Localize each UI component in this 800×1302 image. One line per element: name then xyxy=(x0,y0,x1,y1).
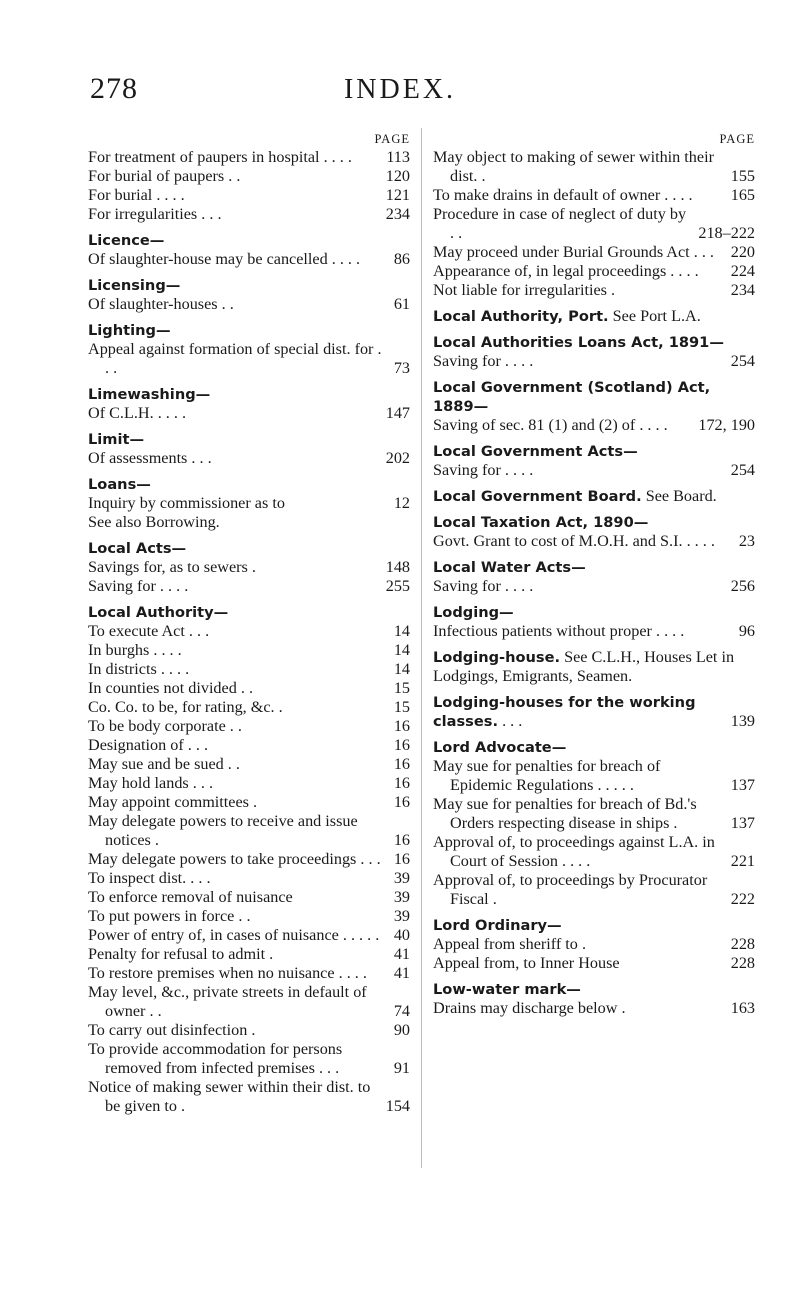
entry-text: In districts . . . . xyxy=(88,660,190,678)
see-reference: See C.L.H., Houses Let in Lodgings, Emigrants, Seamen. xyxy=(433,648,735,685)
entry-text: Infectious patients without proper . . . . xyxy=(433,622,685,640)
index-heading-line xyxy=(433,307,755,326)
page-ref: 61 xyxy=(393,295,410,313)
index-heading: Local Acts— xyxy=(88,540,187,557)
entry-text: To restore premises when no nuisance . . . . xyxy=(88,964,367,982)
entry-text: Inquiry by commissioner as to xyxy=(88,494,285,512)
entry-text: For burial of paupers . . xyxy=(88,167,241,185)
index-heading: Lodging— xyxy=(433,604,514,621)
index-heading: Local Government (Scotland) Act, 1889— xyxy=(433,379,711,415)
page-ref: 40 xyxy=(393,926,410,944)
index-entry xyxy=(88,660,410,679)
page-ref: 14 xyxy=(393,622,410,640)
index-entry xyxy=(88,1078,410,1116)
index-entry xyxy=(88,964,410,983)
index-heading: Lighting— xyxy=(88,322,171,339)
entry-text: Appeal from, to Inner House xyxy=(433,954,620,972)
entry-text: Designation of . . . xyxy=(88,736,209,754)
index-entry xyxy=(433,935,755,954)
index-heading-line xyxy=(433,648,755,686)
entry-text: May sue for penalties for breach of Bd.'s Orders respecting disease in ships . xyxy=(433,795,697,832)
page-ref: 39 xyxy=(393,869,410,887)
index-entry xyxy=(88,641,410,660)
entry-text: Of assessments . . . xyxy=(88,449,212,467)
page-ref: 139 xyxy=(730,712,755,730)
index-entry xyxy=(88,167,410,186)
page-ref: 16 xyxy=(393,736,410,754)
page-ref: 15 xyxy=(393,679,410,697)
right-column xyxy=(433,130,755,1018)
page-ref: 163 xyxy=(730,999,755,1017)
index-entry xyxy=(88,755,410,774)
page-ref: 222 xyxy=(730,890,755,908)
index-heading: Low-water mark— xyxy=(433,981,581,998)
page-ref: 172, 190 xyxy=(698,416,755,434)
index-entry xyxy=(433,262,755,281)
entry-text: To provide accommodation for persons removed from infected premises . . . xyxy=(88,1040,343,1077)
entry-text: May level, &c., private streets in default of owner . . xyxy=(88,983,367,1020)
page-ref: 234 xyxy=(385,205,410,223)
page-ref: 74 xyxy=(393,1002,410,1020)
page-ref: 15 xyxy=(393,698,410,716)
entry-text: To be body corporate . . xyxy=(88,717,242,735)
page-ref: 39 xyxy=(393,907,410,925)
leader-dots: . . . xyxy=(498,712,523,730)
index-entry xyxy=(433,186,755,205)
entry-text: To inspect dist. . . . xyxy=(88,869,211,887)
entry-text: Notice of making sewer within their dist. to be given to . xyxy=(88,1078,371,1115)
page-ref: 221 xyxy=(730,852,755,870)
index-entry xyxy=(88,869,410,888)
page-ref: 16 xyxy=(393,831,410,849)
entry-text: In counties not divided . . xyxy=(88,679,253,697)
index-entry xyxy=(433,577,755,596)
index-entry xyxy=(433,243,755,262)
index-entry xyxy=(433,532,755,551)
page-ref: 228 xyxy=(730,935,755,953)
index-entry xyxy=(88,907,410,926)
index-entry xyxy=(433,416,755,435)
index-entry xyxy=(433,795,755,833)
entry-text: Approval of, to proceedings by Procurator Fiscal . xyxy=(433,871,708,908)
index-heading: Local Taxation Act, 1890— xyxy=(433,514,649,531)
entry-text: To make drains in default of owner . . . . xyxy=(433,186,693,204)
entry-text: May object to making of sewer within their dist. . xyxy=(433,148,714,185)
page-ref: 254 xyxy=(730,352,755,370)
index-heading-line xyxy=(433,693,755,731)
page-column-label: PAGE xyxy=(374,132,410,146)
index-heading-text xyxy=(433,693,725,731)
column-divider xyxy=(421,128,422,1168)
entry-text: Co. Co. to be, for rating, &c. . xyxy=(88,698,283,716)
entry-text: Drains may discharge below . xyxy=(433,999,626,1017)
page-ref: 137 xyxy=(730,776,755,794)
page-ref: 96 xyxy=(738,622,755,640)
entry-text: Not liable for irregularities . xyxy=(433,281,616,299)
index-entry xyxy=(88,945,410,964)
index-entry xyxy=(88,513,410,532)
index-heading: Lord Ordinary— xyxy=(433,917,562,934)
entry-text: Saving for . . . . xyxy=(433,461,534,479)
index-heading: Local Government Board. xyxy=(433,488,642,505)
index-entry xyxy=(433,352,755,371)
index-entry xyxy=(88,926,410,945)
page-ref: 16 xyxy=(393,774,410,792)
entry-text: In burghs . . . . xyxy=(88,641,182,659)
see-reference: See Board. xyxy=(641,487,717,505)
entry-text: May delegate powers to take proceedings . . . xyxy=(88,850,381,868)
entry-text: See also Borrowing. xyxy=(88,513,220,531)
entry-text: Penalty for refusal to admit . xyxy=(88,945,274,963)
index-entry xyxy=(88,148,410,167)
index-heading-text xyxy=(433,487,755,506)
page-ref: 41 xyxy=(393,945,410,963)
entry-text: May sue for penalties for breach of Epidemic Regulations . . . . . xyxy=(433,757,661,794)
page-ref: 202 xyxy=(385,449,410,467)
entry-text: To carry out disinfection . xyxy=(88,1021,256,1039)
index-heading: Local Government Acts— xyxy=(433,443,638,460)
page-ref: 41 xyxy=(393,964,410,982)
page-ref: 234 xyxy=(730,281,755,299)
entry-text: Govt. Grant to cost of M.O.H. and S.I. . . . . xyxy=(433,532,715,550)
page-ref: 254 xyxy=(730,461,755,479)
entry-text: Power of entry of, in cases of nuisance . . . . . xyxy=(88,926,380,944)
index-entry xyxy=(88,186,410,205)
index-heading: Local Authorities Loans Act, 1891— xyxy=(433,334,724,351)
index-entry xyxy=(88,679,410,698)
index-entry xyxy=(433,622,755,641)
entry-text: May delegate powers to receive and issue notices . xyxy=(88,812,358,849)
page-ref: 39 xyxy=(393,888,410,906)
index-entry xyxy=(88,888,410,907)
index-entry xyxy=(88,983,410,1021)
entry-text: Saving of sec. 81 (1) and (2) of . . . . xyxy=(433,416,668,434)
page-ref: 73 xyxy=(393,359,410,377)
index-entry xyxy=(88,250,410,269)
index-entry xyxy=(88,494,410,513)
page-ref: 154 xyxy=(385,1097,410,1115)
index-entry xyxy=(433,281,755,300)
page-ref: 147 xyxy=(385,404,410,422)
entry-text: Saving for . . . . xyxy=(88,577,189,595)
index-entry xyxy=(88,622,410,641)
index-entry xyxy=(433,205,755,243)
index-entry xyxy=(433,461,755,480)
entry-text: May hold lands . . . xyxy=(88,774,213,792)
index-entry xyxy=(88,295,410,314)
index-entry xyxy=(88,774,410,793)
left-column xyxy=(88,130,410,1116)
index-entry xyxy=(88,1021,410,1040)
entry-text: To put powers in force . . xyxy=(88,907,251,925)
page-ref: 14 xyxy=(393,641,410,659)
index-entry xyxy=(88,850,410,869)
index-heading: Licence— xyxy=(88,232,165,249)
entry-text: To enforce removal of nuisance xyxy=(88,888,293,906)
entry-text: Of slaughter-house may be cancelled . . . . xyxy=(88,250,361,268)
page-ref: 228 xyxy=(730,954,755,972)
page-column-label: PAGE xyxy=(719,132,755,146)
page-ref: 14 xyxy=(393,660,410,678)
index-heading-text xyxy=(433,307,755,326)
index-heading: Local Authority, Port. xyxy=(433,308,609,325)
page-ref: 137 xyxy=(730,814,755,832)
index-entry xyxy=(88,340,410,378)
index-entry xyxy=(88,404,410,423)
index-heading: Lord Advocate— xyxy=(433,739,567,756)
index-entry xyxy=(88,793,410,812)
entry-text: May appoint committees . xyxy=(88,793,258,811)
index-heading-line xyxy=(433,487,755,506)
index-heading: Lodging-house. xyxy=(433,649,561,666)
page-ref: 165 xyxy=(730,186,755,204)
entry-text: Of slaughter-houses . . xyxy=(88,295,234,313)
entry-text: Saving for . . . . xyxy=(433,352,534,370)
entry-text: Saving for . . . . xyxy=(433,577,534,595)
page-ref: 91 xyxy=(393,1059,410,1077)
page-title: INDEX. xyxy=(343,74,457,105)
page-ref: 220 xyxy=(730,243,755,261)
page-ref: 120 xyxy=(385,167,410,185)
index-heading: Local Water Acts— xyxy=(433,559,586,576)
entry-text: May proceed under Burial Grounds Act . . . xyxy=(433,243,714,261)
entry-text: Approval of, to proceedings against L.A. in Court of Session . . . . xyxy=(433,833,715,870)
index-heading: Loans— xyxy=(88,476,151,493)
index-entry xyxy=(88,736,410,755)
index-heading: Limit— xyxy=(88,431,145,448)
index-entry xyxy=(88,812,410,850)
index-entry xyxy=(433,757,755,795)
index-entry xyxy=(433,833,755,871)
entry-text: Appearance of, in legal proceedings . . . . xyxy=(433,262,699,280)
index-entry xyxy=(88,1040,410,1078)
index-heading: Licensing— xyxy=(88,277,181,294)
entry-text: Savings for, as to sewers . xyxy=(88,558,256,576)
page-ref: 16 xyxy=(393,717,410,735)
page-ref: 121 xyxy=(385,186,410,204)
index-entry xyxy=(433,954,755,973)
page-ref: 23 xyxy=(738,532,755,550)
entry-text: For treatment of paupers in hospital . . . . xyxy=(88,148,352,166)
page-ref: 86 xyxy=(393,250,410,268)
index-entry xyxy=(88,577,410,596)
entry-text: Appeal against formation of special dist. for . . . xyxy=(88,340,382,377)
entry-text: To execute Act . . . xyxy=(88,622,210,640)
index-entry xyxy=(433,148,755,186)
page-ref: 16 xyxy=(393,793,410,811)
page-ref: 90 xyxy=(393,1021,410,1039)
index-heading-text xyxy=(433,648,755,686)
index-entry xyxy=(88,698,410,717)
page-ref: 218–222 xyxy=(698,224,755,242)
entry-text: May sue and be sued . . xyxy=(88,755,240,773)
entry-text: Appeal from sheriff to . xyxy=(433,935,586,953)
index-entry xyxy=(88,449,410,468)
page-ref: 255 xyxy=(385,577,410,595)
index-entry xyxy=(88,558,410,577)
entry-text: Procedure in case of neglect of duty by . . xyxy=(433,205,687,242)
page-ref: 12 xyxy=(393,494,410,512)
page-ref: 224 xyxy=(730,262,755,280)
index-entry xyxy=(88,717,410,736)
page-ref: 256 xyxy=(730,577,755,595)
index-heading: Lodging-houses for the working classes. xyxy=(433,694,696,730)
page-ref: 16 xyxy=(393,850,410,868)
index-entry xyxy=(433,999,755,1018)
entry-text: For burial . . . . xyxy=(88,186,185,204)
page-ref: 16 xyxy=(393,755,410,773)
index-heading: Local Authority— xyxy=(88,604,229,621)
entry-text: For irregularities . . . xyxy=(88,205,222,223)
page-ref: 155 xyxy=(730,167,755,185)
page-ref: 113 xyxy=(386,148,410,166)
page-number: 278 xyxy=(90,72,138,105)
index-entry xyxy=(433,871,755,909)
entry-text: Of C.L.H. . . . . xyxy=(88,404,187,422)
index-heading: Limewashing— xyxy=(88,386,211,403)
page-ref: 148 xyxy=(385,558,410,576)
index-entry xyxy=(88,205,410,224)
see-reference: See Port L.A. xyxy=(608,307,701,325)
